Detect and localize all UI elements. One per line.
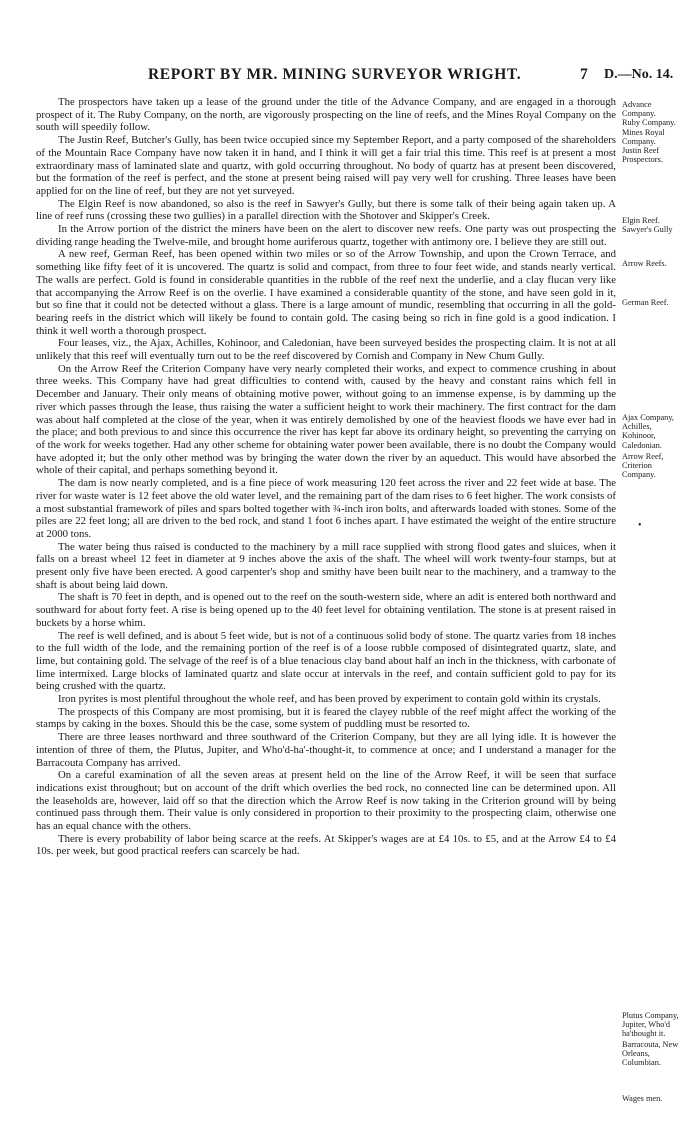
paragraph-four-leases: Four leases, viz., the Ajax, Achilles, Kohinoor, and Caledonian, have been surveyed besides the prospecting claim. It is not at all unlikely that this reef will eventually turn out to be the reef discovered by Cornish and Company in New Chum Gully. bbox=[36, 337, 616, 363]
paragraph-iron-pyrites: Iron pyrites is most plentiful throughout the whole reef, and has been proved by experiment to contain gold within its crystals. bbox=[58, 693, 601, 706]
paragraph-reef-description: The reef is well defined, and is about 5 feet wide, but is not of a continuous solid body of stone. The quartz varies from 18 inches to the full width of the lode, and the remaining portion of the reef is of a loose rubble composed of disintegrated quartz, slate, and lime, but containing gold. The selvage of the reef is of a blue tenacious clay band about half an inch in the thickness, with carbonate of lime intermixed. Large blocks of laminated quartz and slate occur at intervals in the reef, and contain sufficient gold to pay for its being crushed with the quartz. bbox=[36, 629, 616, 693]
side-note-ajax-company: Ajax Company, Achilles, Kohinoor, Caledonian. bbox=[622, 413, 675, 450]
paragraph-arrow-district: In the Arrow portion of the district the miners have been on the alert to discover new reefs. One party was out prospecting the dividing range heading the Twelve-mile, and brought home auriferous quartz, together with antimony ore. I believe they are still out. bbox=[36, 223, 616, 248]
side-note-wages-men: Wages men. bbox=[622, 1094, 663, 1103]
paragraph-justin-reef: The Justin Reef, Butcher's Gully, has been twice occupied since my September Report, and a party composed of the shareholders of the Mountain Race Company have now taken it in hand, and I think it will get a fair trial this time. This reef is at present a most extraordinary mass of laminated slate and quartz, with gold occurring throughout. No body of quartz has at present been discovered, but the formation of the reef is perfect, and the stone at present being raised will pay very well for crushing. Three leases have been applied for on the line of reef, but they are not yet surveyed. bbox=[36, 134, 616, 197]
margin-mark: • bbox=[638, 520, 642, 531]
paragraph-advance-company: The prospectors have taken up a lease of the ground under the title of the Advance Company, and are engaged in a thorough prospect of it. The Ruby Company, on the north, are vigorously prospecting on the line of reefs, and the Mines Royal Company on the south will speedily follow. bbox=[36, 96, 616, 134]
side-note-plutus-jupiter: Plutus Company, Jupiter, Who'd ha'thought it. bbox=[622, 1011, 679, 1039]
side-note-criterion-company: Arrow Reef, Criterion Company. bbox=[622, 452, 664, 480]
paragraph-mill-race: The water being thus raised is conducted to the machinery by a mill race supplied with strong flood gates and sluices, when it falls on a breast wheel 12 feet in diameter at 9 inches above the axis of the shaft. The wheel will work twenty-four stamps, but at present only five have been erected. A good carpenter's shop and smithy have been built near to the machinery, and a tramway to the shaft is about being laid down. bbox=[36, 540, 616, 591]
paragraph-wages: There is every probability of labor being scarce at the reefs. At Skipper's wages are at £4 10s. to £5, and at the Arrow £4 to £4 10s. per week, but good practical reefers can scarcely be had. bbox=[36, 832, 616, 858]
side-note-justin-reef: Justin Reef Prospectors. bbox=[622, 146, 663, 165]
page-number: 7 bbox=[580, 66, 588, 83]
paragraph-german-reef: A new reef, German Reef, has been opened within two miles or so of the Arrow Township, and upon the Crown Terrace, and something like fifty feet of it is uncovered. The quartz is solid and compact, from three to four feet wide, and stands nearly vertical. The walls are perfect. Gold is found in considerable quantities in the rubble of the reef next the underlie, and a clay flucan very like that accompanying the Arrow Reef is on the overlie. I have examined a considerable quantity of the stone, and have seen gold in it, but so fine that it could not be detected without a glass. There is a large amount of mundic, resembling that occurring in all the gold-bearing reefs in the district which will likely be found to contain gold. The casing being so rich in fine gold is a good indication. I think it well worth a thorough prospect. bbox=[36, 248, 616, 337]
paragraph-prospects: The prospects of this Company are most promising, but it is feared the clayey rubble of the reef might affect the working of the stamps by caking in the boxes. Should this be the case, some system of puddling must be resorted to. bbox=[36, 705, 616, 731]
document-number: D.—No. 14. bbox=[604, 67, 674, 82]
paragraph-shaft: The shaft is 70 feet in depth, and is opened out to the reef on the south-western side, where an adit is entered both northward and southward for about forty feet. A rise is being opened up to the 40 feet level for obtaining ventilation. The stone is at present raised in buckets by a horse whim. bbox=[36, 591, 616, 629]
report-body bbox=[36, 96, 616, 858]
report-title: REPORT BY MR. MINING SURVEYOR WRIGHT. bbox=[148, 66, 522, 83]
side-note-elgin-sawyers: Elgin Reef. Sawyer's Gully bbox=[622, 216, 673, 235]
side-note-german-reef: German Reef. bbox=[622, 298, 669, 307]
paragraph-criterion-company: On the Arrow Reef the Criterion Company have very nearly completed their works, and expect to commence crushing in about three weeks. This Company have had great difficulties to contend with, caused by the heavy and constant rains which fell in December and January. Their only means of obtaining motive power, without going to an immense expense, is by damming up the river which passes through the lease, thus raising the water a sufficient height to work their machinery. The first contract for the dam was about half completed at the close of the year, when it was entirely demolished by one of the heaviest floods we have ever had in the place; and both previous to and since this occurrence the river has kept far above its ordinary height, so preventing the carrying on of the work for weeks together. Had any other scheme for obtaining water power been available, there is no doubt the Company would have adopted it; but the only other method was by bringing the water down the river by an aqueduct. This would have absorbed the whole of their capital, and perhaps something beyond it. bbox=[36, 362, 616, 477]
paragraph-dam: The dam is now nearly completed, and is a fine piece of work measuring 120 feet across the river and 22 feet wide at base. The river for waste water is 12 feet above the old water level, and the remaining part of the dam rises to 6 feet higher. The work consists of a most substantial framework of piles and spars bolted together with ¾-inch iron bolts, and afterwards loaded with stones. Some of the piles are 22 feet long; all are driven to the bed rock, and stand 1 foot 6 inches apart. I have estimated the weight of the entire structure at 2000 tons. bbox=[36, 477, 616, 540]
side-note-barracouta: Barracouta, New Orleans, Columbian. bbox=[622, 1040, 679, 1068]
side-note-advance-ruby-mines-royal: Advance Company. Ruby Company. Mines Royal Company. bbox=[622, 100, 676, 146]
paragraph-idle-leases: There are three leases northward and three southward of the Criterion Company, but they are all lying idle. It is however the intention of three of them, the Plutus, Jupiter, and Who'd-ha'-thought-it, to commence at once; and I understand a manager for the Barracouta Company has arrived. bbox=[36, 731, 616, 769]
side-note-arrow-reefs: Arrow Reefs. bbox=[622, 259, 667, 268]
page-header bbox=[0, 66, 700, 88]
paragraph-seven-areas: On a careful examination of all the seven areas at present held on the line of the Arrow Reef, it will be seen that surface indications exist throughout; but on account of the drift which overlies the bed rock, no connected line can be determined upon. All the leaseholds are, however, laid off so that the direction which the Arrow Reef is now taking in the Criterion ground will by being continued pass through them. Their value is only considered in proportion to their proximity to the prospecting claim, otherwise one has an equal chance with the others. bbox=[36, 769, 616, 833]
paragraph-elgin-reef: The Elgin Reef is now abandoned, so also is the reef in Sawyer's Gully, but there is some talk of their being again taken up. A line of reef runs (crossing these two gullies) in a parallel direction with the Shotover and Skipper's Creek. bbox=[36, 197, 616, 223]
